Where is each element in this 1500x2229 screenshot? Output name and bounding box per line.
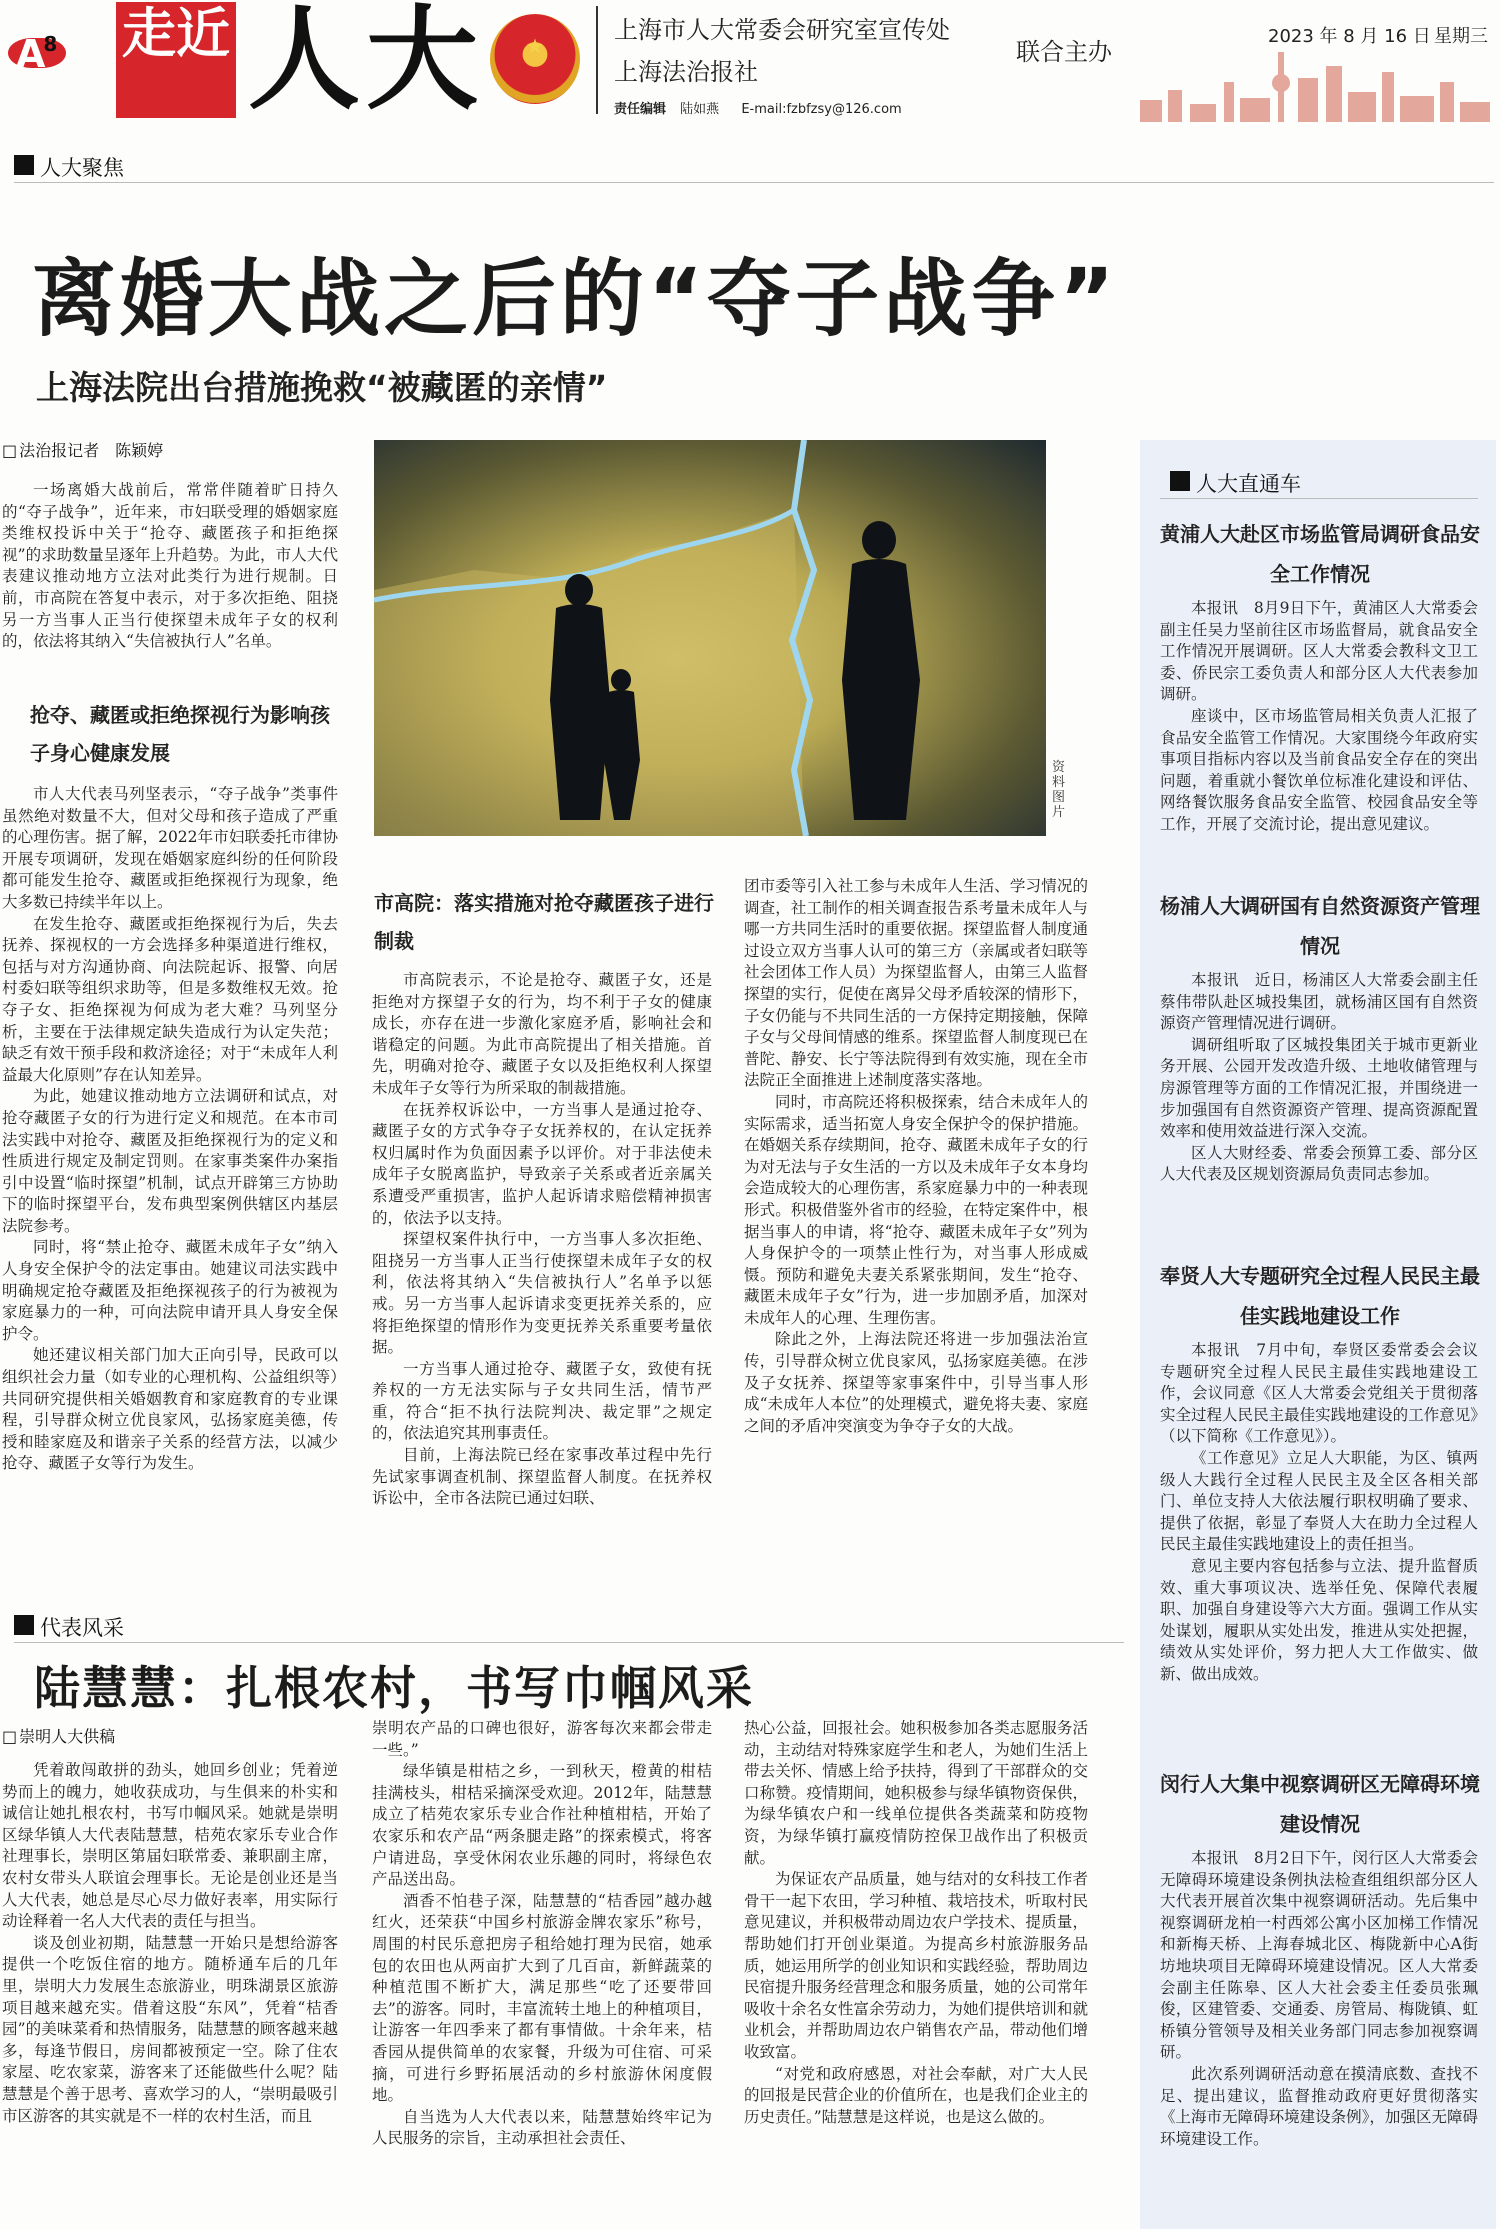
paragraph: 除此之外，上海法院还将进一步加强法治宣传，引导群众树立优良家风，弘扬家庭美德。在涉及子女抚养、探望等家事案件中，引导当事人形成“未成年人本位”的处理模式，避免将夫妻、家庭之间的矛盾冲突演变为争夺子女的大战。 <box>744 1330 1088 1435</box>
column-brand-title: 人大 <box>248 0 484 125</box>
editor-line <box>614 98 920 117</box>
paragraph: 谈及创业初期，陆慧慧一开始只是想给游客提供一个吃饭住宿的地方。随桥通车后的几年里，崇明大力发展生态旅游业，明珠湖景区旅游项目越来越充实。借着这股“东风”，凭着“桔香园”的美味菜肴和热情服务，陆慧慧的顾客越来越多，每逢节假日，房间都被预定一空。除了住农家屋、吃农家菜，游客来了还能做些什么呢？陆慧慧是个善于思考、喜欢学习的人，“崇明最吸引市区游客的其实就是不一样的农村生活，而且 <box>2 1933 338 2125</box>
paragraph: 绿华镇是柑桔之乡，一到秋天，橙黄的柑桔挂满枝头，柑桔采摘深受欢迎。2012年，陆慧慧成立了桔苑农家乐专业合作社种植柑桔，开始了农家乐和农产品“两条腿走路”的探索模式，将客户请进岛，享受休闲农业乐趣的同时，将绿色农产品送出岛。 <box>372 1762 712 1889</box>
story2-column-2 <box>372 1718 712 2150</box>
paragraph: 酒香不怕巷子深，陆慧慧的“桔香园”越办越红火，还荣获“中国乡村旅游金牌农家乐”称号，周围的村民乐意把房子租给她打理为民宿，她承包的农田也从两亩扩大到了几百亩，新鲜蔬菜的种植范围不断扩大，满足那些“吃了还要带回去”的游客。同时，丰富流转土地上的种植项目，让游客一年四季来了都有事情做。十余年来，桔香园从提供简单的农家餐，升级为可住宿、可采摘，可进行乡野拓展活动的乡村旅游休闲度假地。 <box>372 1891 712 2105</box>
page-number-badge <box>8 28 108 76</box>
paragraph: 为此，她建议推动地方立法调研和试点，对抢夺藏匿子女的行为进行定义和规范。在本市司法实践中对抢夺、藏匿及拒绝探视行为的定义和性质进行规定及制定罚则。在家事类案件办案指引中设置“临时探望”机制，试点开辟第三方协助下的临时探望平台，发布典型案例供辖区内基层法院参考。 <box>2 1087 338 1235</box>
sidebar-item-title: 黄浦人大赴区市场监管局调研食品安全工作情况 <box>1160 522 1480 586</box>
paragraph: 同时，市高院还将积极探索，结合未成年人的实际需求，适当拓宽人身安全保护令的保护措施。在婚姻关系存续期间，抢夺、藏匿未成年子女的行为对无法与子女生活的一方以及未成年子女本身均会造成较大的心理伤害，系家庭暴力中的一种表现形式。积极借鉴外省市的经验，在特定案件中，根据当事人的申请，将“抢夺、藏匿未成年子女”列为人身保护令的一项禁止性行为，对当事人形成威慑。预防和避免夫妻关系紧张期间，发生“抢夺、藏匿未成年子女”行为，进一步加剧矛盾，加深对未成年人的心理、生理伤害。 <box>744 1092 1088 1327</box>
sidebar-item-body <box>1160 1340 1478 1686</box>
organizer-1: 上海市人大常委会研究室宣传处 <box>614 16 950 44</box>
silhouette-family-illustration <box>374 440 1046 836</box>
section-tag-focus: 人大聚焦 <box>14 152 124 182</box>
story1-column-1 <box>2 480 338 653</box>
paragraph: 调研组听取了区城投集团关于城市更新业务开展、公园开发改造升级、土地收储管理与房源管理等方面的工作情况汇报，并围绕进一步加强国有自然资源资产管理、提高资源配置效率和使用效益进行深入交流。 <box>1160 1035 1478 1141</box>
column-brand-red: 走近 <box>116 2 236 118</box>
paragraph: 团市委等引入社工参与未成年人生活、学习情况的调查，社工制作的相关调查报告系考量未成年人与哪一方共同生活时的重要依据。探望监督人制度通过设立双方当事人认可的第三方（亲属或者妇联等社会团体工作人员）为探望监督人，由第三人监督探望的实行，促使在离异父母矛盾较深的情形下，子女仍能与不共同生活的一方保持定期接触，保障子女与父母间情感的维系。探望监督人制度现已在普陀、静安、长宁等法院得到有效实施，现在全市法院正全面推进上述制度落实落地。 <box>744 877 1088 1090</box>
sidebar-item-body <box>1160 598 1478 836</box>
paragraph: 热心公益，回报社会。她积极参加各类志愿服务活动，主动结对特殊家庭学生和老人，为她们生活上带去关怀、情感上给予扶持，得到了干部群众的交口称赞。疫情期间，她积极参与绿华镇物资保供，为绿华镇农户和一线单位提供各类蔬菜和防疫物资，为绿华镇打赢疫情防控保卫战作出了积极贡献。 <box>744 1719 1088 1867</box>
paragraph: 自当选为人大代表以来，陆慧慧始终牢记为人民服务的宗旨，主动承担社会责任、 <box>372 2107 712 2148</box>
sidebar-item-body <box>1160 970 1478 1186</box>
sidebar-item-body <box>1160 1848 1478 2150</box>
paragraph: 崇明农产品的口碑也很好，游客每次来都会带走一些。” <box>372 1719 712 1759</box>
paragraph: 本报讯 8月2日下午，闵行区人大常委会无障碍环境建设条例执法检查组组织部分区人大代表开展首次集中视察调研活动。先后集中视察调研龙柏一村西郊公寓小区加梯工作情况和新梅天桥、上海春城北区、梅陇新中心A街坊地块项目无障碍环境建设情况。区人大常委会副主任陈皋、区人大社会委主任委员张珮俊，区建管委、交通委、房管局、梅陇镇、虹桥镇分管领导及相关业务部门同志参加视察调研。 <box>1160 1849 1478 2062</box>
joint-host-label: 联合主办 <box>1016 38 1112 66</box>
story2-column-3 <box>744 1718 1088 2128</box>
sidebar-item-title: 杨浦人大调研国有自然资源资产管理情况 <box>1160 894 1480 958</box>
editor-label: 责任编辑 <box>614 102 667 117</box>
story1-column-3 <box>744 876 1088 1437</box>
paragraph: 座谈中，区市场监管局相关负责人汇报了食品安全监管工作情况。大家围绕今年政府实事项目指标内容以及当前食品安全存在的突出问题，着重就小餐饮单位标准化建设和评估、网络餐饮服务食品安全监管、校园食品安全等工作，开展了交流讨论，提出意见建议。 <box>1160 706 1478 833</box>
issue-date: 2023 年 8 月 16 日 <box>1268 26 1431 47</box>
story1-column-1b <box>2 784 338 1475</box>
photo-credit: 资料图片 <box>1052 760 1066 820</box>
paragraph: 区人大财经委、常委会预算工委、部分区人大代表及区规划资源局负责同志参加。 <box>1160 1143 1478 1184</box>
national-emblem-icon: ★ <box>490 14 580 104</box>
paragraph: 本报讯 8月9日下午，黄浦区人大常委会副主任吴力坚前往区市场监督局，就食品安全工作情况开展调研。区人大常委会教科文卫工委、侨民宗工委负责人和部分区人大代表参加调研。 <box>1160 599 1478 704</box>
editor-email: E-mail:fzbfzsy@126.com <box>741 102 902 117</box>
paragraph: 在发生抢夺、藏匿或拒绝探视行为后，失去抚养、探视权的一方会选择多种渠道进行维权，包括与对方沟通协商、向法院起诉、报警、向居村委妇联等组织求助等，但是多数维权无效。抢夺子女、拒绝探视为何成为老大难？马列坚分析，主要在于法律规定缺失造成行为认定失范；缺乏有效干预手段和救济途径；对于“未成年人利益最大化原则”存在认知差异。 <box>2 914 338 1084</box>
story1-subtitle-1: 抢夺、藏匿或拒绝探视行为影响孩子身心健康发展 <box>30 703 330 765</box>
paragraph: 本报讯 近日，杨浦区人大常委会副主任蔡伟带队赴区城投集团，就杨浦区国有自然资源资产管理情况进行调研。 <box>1160 971 1478 1033</box>
paragraph: 探望权案件执行中，一方当事人多次拒绝、阻挠另一方当事人正当行使探望未成年子女的权利，依法将其纳入“失信被执行人”名单予以惩戒。另一方当事人起诉请求变更抚养关系的，应将拒绝探望的情形作为变更抚养关系重要考量依据。 <box>372 1230 712 1357</box>
paragraph: 一场离婚大战前后，常常伴随着旷日持久的“夺子战争”，近年来，市妇联受理的婚姻家庭类维权投诉中关于“抢夺、藏匿孩子和拒绝探视”的求助数量呈逐年上升趋势。为此，市人大代表建议推动地方立法对此类行为进行规制。日前，市高院在答复中表示，对于多次拒绝、阻挠另一方当事人正当行使探望未成年子女的权利的，依法将其纳入“失信被执行人”名单。 <box>2 481 338 651</box>
masthead-divider <box>596 6 598 114</box>
page-number-letter: A <box>16 32 44 76</box>
story1-column-2 <box>372 970 712 1510</box>
paragraph: 她还建议相关部门加大正向引导，民政可以组织社会力量（如专业的心理机构、公益组织等）共同研究提供相关婚姻教育和家庭教育的专业课程，引导群众树立优良家风，弘扬家庭美德，传授和睦家庭及和谐亲子关系的经营方法，以减少抢夺、藏匿子女等行为发生。 <box>2 1346 338 1473</box>
story2-byline: □ 崇明人大供稿 <box>2 1724 115 1747</box>
paragraph: 市人大代表马列坚表示，“夺子战争”类事件虽然绝对数量不大，但对父母和孩子造成了严重的心理伤害。据了解，2022年市妇联委托市律协开展专项调研，发现在婚姻家庭纠纷的任何阶段都可能发生抢夺、藏匿或拒绝探视行为现象，绝大多数已持续半年以上。 <box>2 785 338 911</box>
story2-column-1 <box>2 1760 338 2127</box>
paragraph: “对党和政府感恩，对社会奉献，对广大人民的回报是民营企业的价值所在，也是我们企业主的历史责任。”陆慧慧是这样说，也是这么做的。 <box>744 2064 1088 2126</box>
paragraph: 意见主要内容包括参与立法、提升监督质效、重大事项议决、选举任免、保障代表履职、加强自身建设等六大方面。强调工作从实处谋划，履职从实处出发，推进从实处把握，绩效从实处评价，努力把人大工作做实、做新、做出成效。 <box>1160 1556 1478 1683</box>
paragraph: 《工作意见》立足人大职能，为区、镇两级人大践行全过程人民民主及全区各相关部门、单位支持人大依法履行职权明确了要求、提供了依据，彰显了奉贤人大在助力全过程人民民主最佳实践地建设上的责任担当。 <box>1160 1448 1478 1554</box>
main-subhead: 上海法院出台措施挽救“被藏匿的亲情” <box>36 368 608 407</box>
page-number-digit: 8 <box>43 32 56 56</box>
paragraph: 凭着敢闯敢拼的劲头，她回乡创业；凭着逆势而上的魄力，她收获成功，与生俱来的朴实和诚信让她扎根农村，书写巾帼风采。她就是崇明区绿华镇人大代表陆慧慧，桔苑农家乐专业合作社理事长，崇明区第届妇联常委、兼职副主席，农村女带头人联谊会理事长。无论是创业还是当人大代表，她总是尽心尽力做好表率，用实际行动诠释着一名人大代表的责任与担当。 <box>2 1761 338 1931</box>
sidebar-rule <box>1160 498 1478 499</box>
paragraph: 此次系列调研活动意在摸清底数、查找不足、提出建议，监督推动政府更好贯彻落实《上海市无障碍环境建设条例》，加强区无障碍环境建设工作。 <box>1160 2064 1478 2148</box>
paragraph: 本报讯 7月中旬，奉贤区委常委会会议专题研究全过程人民民主最佳实践地建设工作，会议同意《区人大常委会党组关于贯彻落实全过程人民民主最佳实践地建设的工作意见》（以下简称《工作意见》）。 <box>1160 1341 1478 1446</box>
section-rule <box>14 182 1494 183</box>
section-rule <box>14 1642 1124 1643</box>
paragraph: 为保证农产品质量，她与结对的女科技工作者骨干一起下农田，学习种植、栽培技术，听取村民意见建议，并积极带动周边农户学技术、提质量，帮助她们打开创业渠道。为提高乡村旅游服务品质，她运用所学的创业知识和实践经验，帮助周边民宿提升服务经营理念和服务质量，她的公司常年吸收十余名女性富余劳动力，为她们提供培训和就业机会，并帮助周边农户销售农产品，带动他们增收致富。 <box>744 1870 1088 2061</box>
story-photo <box>374 440 1046 836</box>
section-tag-representative: 代表风采 <box>14 1612 124 1642</box>
story2-headline: 陆慧慧：扎根农村，书写巾帼风采 <box>34 1661 754 1715</box>
sidebar-item-title: 奉贤人大专题研究全过程人民民主最佳实践地建设工作 <box>1160 1264 1480 1328</box>
story1-byline: □ 法治报记者 陈颖婷 <box>2 438 163 461</box>
issue-weekday: 星期三 <box>1434 26 1488 47</box>
section-tag-direct-train: 人大直通车 <box>1170 468 1301 498</box>
story1-subtitle-2: 市高院：落实措施对抢夺藏匿孩子进行制裁 <box>374 891 714 953</box>
sidebar-item-title: 闵行人大集中视察调研区无障碍环境建设情况 <box>1160 1772 1480 1836</box>
editor-name: 陆如燕 <box>680 102 720 117</box>
organizer-2: 上海法治报社 <box>614 58 758 86</box>
city-skyline-illustration <box>1120 50 1500 122</box>
masthead <box>0 0 1500 125</box>
paragraph: 目前，上海法院已经在家事改革过程中先行先试家事调查机制、探望监督人制度。在抚养权诉讼中，全市各法院已通过妇联、 <box>372 1446 712 1508</box>
paragraph: 在抚养权诉讼中，一方当事人是通过抢夺、藏匿子女的方式争夺子女抚养权的，在认定抚养权归属时作为负面因素予以评价。对于非法使未成年子女脱离监护，导致亲子关系或者近亲属关系遭受严重损害，监护人起诉请求赔偿精神损害的，依法予以支持。 <box>372 1100 712 1227</box>
paragraph: 同时，将“禁止抢夺、藏匿未成年子女”纳入人身安全保护令的法定事由。她建议司法实践中明确规定抢夺藏匿及拒绝探视孩子的行为被视为家庭暴力的一种，可向法院申请开具人身安全保护令。 <box>2 1238 338 1343</box>
paragraph: 市高院表示，不论是抢夺、藏匿子女，还是拒绝对方探望子女的行为，均不利于子女的健康成长，亦存在进一步激化家庭矛盾，影响社会和谐稳定的问题。为此市高院提出了相关措施。首先，明确对抢夺、藏匿子女以及拒绝权利人探望未成年子女等行为所采取的制裁措施。 <box>372 971 712 1097</box>
main-headline: 离婚大战之后的“夺子战争” <box>32 250 1119 348</box>
paragraph: 一方当事人通过抢夺、藏匿子女，致使有抚养权的一方无法实际与子女共同生活，情节严重，符合“拒不执行法院判决、裁定罪”之规定的，依法追究其刑事责任。 <box>372 1359 712 1443</box>
